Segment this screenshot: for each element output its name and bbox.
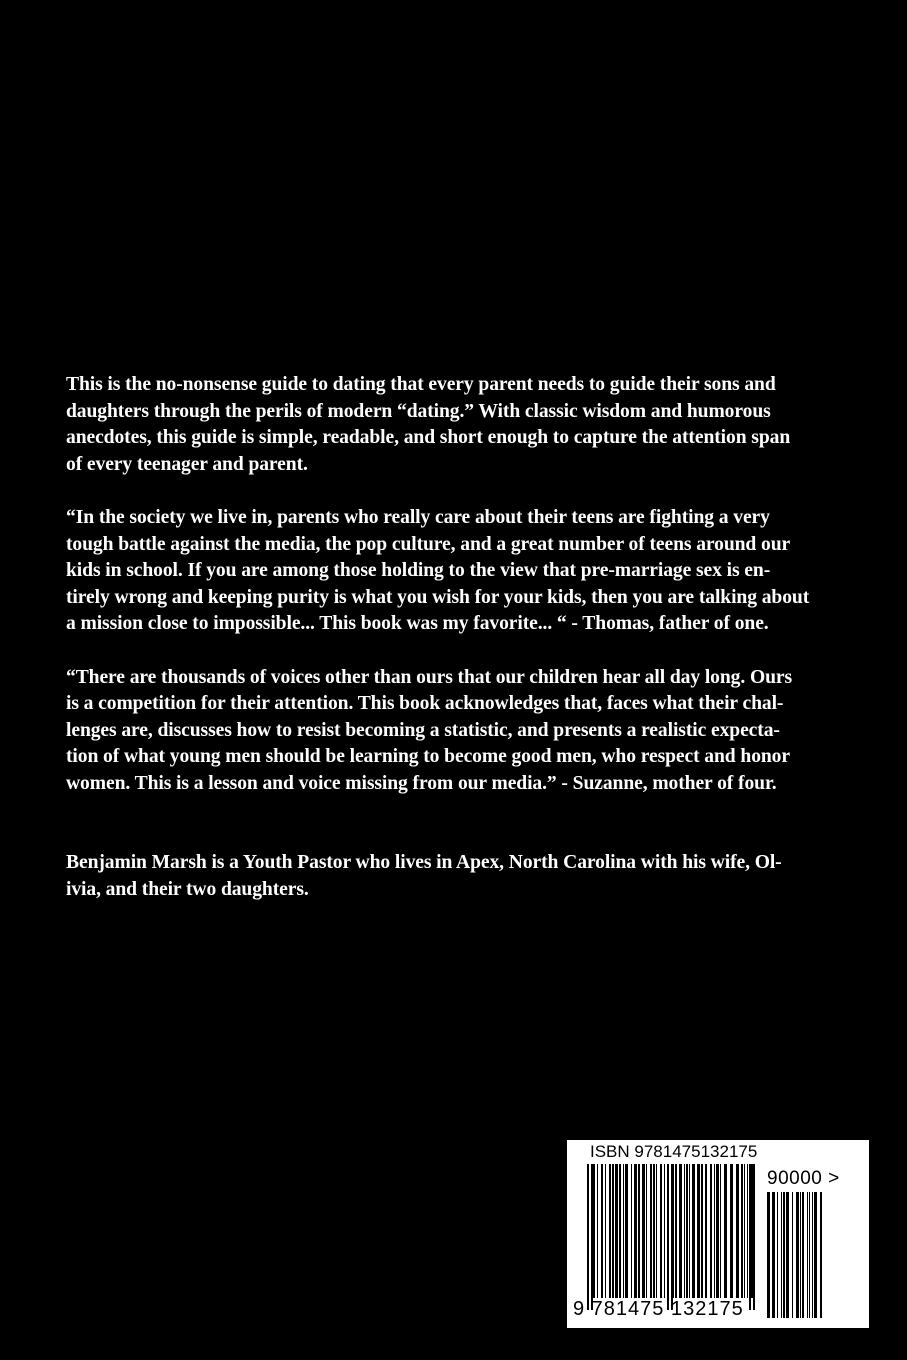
barcode-bar (714, 1164, 715, 1298)
text-line: of every teenager and parent. (66, 453, 308, 475)
text-line: tirely wrong and keeping purity is what you wish for your kids, then you are talking about (66, 586, 810, 608)
barcode-bar (777, 1192, 778, 1318)
barcode-bar (697, 1164, 700, 1298)
author-bio (66, 850, 846, 903)
barcode-bar (664, 1164, 665, 1298)
text-line: daughters through the perils of modern “dating.” With classic wisdom and humorous (66, 400, 771, 422)
barcode-bar (601, 1164, 603, 1298)
barcode-bar (615, 1164, 618, 1298)
barcode-guard-bar (591, 1164, 593, 1310)
barcode-guard-bar (587, 1164, 589, 1310)
text-line: tion of what young men should be learning to become good men, who respect and honor (66, 746, 790, 767)
barcode-bar (689, 1164, 690, 1298)
barcode-bar (807, 1192, 808, 1318)
barcode-bar (705, 1164, 707, 1298)
barcode-bar (684, 1164, 685, 1298)
barcode-bar (736, 1164, 739, 1298)
barcode-bar (653, 1164, 655, 1298)
barcode-bar (730, 1164, 733, 1298)
barcode-bar (623, 1164, 624, 1298)
text-line: anecdotes, this guide is simple, readable, and short enough to capture the attention span (66, 427, 791, 448)
text-line: kids in school. If you are among those holding to the view that pre-marriage sex is en- (66, 560, 771, 581)
text-line: a mission close to impossible... This book was my favorite... “ - Thomas, father of one. (66, 613, 769, 634)
barcode-guard-bar (671, 1164, 673, 1310)
barcode-bar (772, 1192, 775, 1318)
text-line: “In the society we live in, parents who really care about their teens are fighting a very (66, 507, 770, 528)
barcode-bar (814, 1192, 817, 1318)
barcode-bar (634, 1164, 637, 1298)
barcode-bar (638, 1164, 640, 1298)
isbn-barcode (567, 1140, 869, 1328)
text-line: ivia, and their two daughters. (66, 878, 309, 900)
barcode-bar (701, 1164, 703, 1298)
barcode-bar (710, 1164, 712, 1298)
text-line: is a competition for their attention. This book acknowledges that, faces what their chal- (66, 693, 784, 714)
text-line: This is the no-nonsense guide to dating that every parent needs to guide their sons and (66, 374, 776, 395)
isbn-label: ISBN 9781475132175 (590, 1142, 758, 1161)
barcode-bar (686, 1164, 688, 1298)
text-line: lenges are, discusses how to resist becoming a statistic, and presents a realistic expecta- (66, 719, 780, 741)
barcode-bar (679, 1164, 682, 1298)
barcode-bar (675, 1164, 677, 1298)
barcode-bar (660, 1164, 662, 1298)
barcode-bar (720, 1164, 721, 1298)
barcode-bar (716, 1164, 719, 1298)
barcode-bar (802, 1192, 804, 1318)
barcode-bar (625, 1164, 628, 1298)
barcode-bar (650, 1164, 652, 1298)
barcode-bar (593, 1164, 595, 1298)
barcode-bar (642, 1164, 645, 1298)
barcode-bar (786, 1192, 789, 1318)
description-paragraph (66, 372, 846, 478)
barcode-bar (741, 1164, 743, 1298)
barcode-bar (800, 1192, 801, 1318)
barcode-guard-bar (753, 1164, 755, 1310)
text-line: “There are thousands of voices other than ours that our children hear all day long. Ours (66, 666, 793, 688)
barcode-bar (612, 1164, 614, 1298)
barcode-guard-bar (667, 1164, 669, 1310)
barcode-bar (796, 1192, 799, 1318)
barcode-bar (809, 1192, 810, 1318)
barcode-bar (609, 1164, 611, 1298)
barcode-bar (792, 1192, 793, 1318)
barcode-bar (820, 1192, 822, 1318)
barcode-bar (646, 1164, 647, 1298)
testimonial-suzanne (66, 665, 846, 798)
barcode-bar (783, 1192, 785, 1318)
blurb-text-block (66, 372, 846, 903)
barcode-bar (692, 1164, 695, 1298)
barcode-bar (812, 1192, 813, 1318)
barcode-bar (744, 1164, 745, 1298)
text-line: women. This is a lesson and voice missing from our media.” - Suzanne, mother of four. (66, 772, 777, 794)
barcode-bar (619, 1164, 621, 1298)
price-code: 90000 > (767, 1168, 840, 1189)
barcode-bar (767, 1192, 770, 1318)
barcode-bar (781, 1192, 782, 1318)
barcode-bar (724, 1164, 727, 1298)
barcode-bar (605, 1164, 606, 1298)
barcode-bar (597, 1164, 598, 1298)
barcode-bar (747, 1164, 748, 1298)
text-line: Benjamin Marsh is a Youth Pastor who lives in Apex, North Carolina with his wife, Ol- (66, 852, 782, 873)
barcode-guard-bar (749, 1164, 751, 1310)
text-line: tough battle against the media, the pop culture, and a great number of teens around our (66, 533, 791, 555)
ean-digits: 9 781475 132175 (573, 1298, 744, 1320)
barcode-bar (631, 1164, 632, 1298)
testimonial-thomas (66, 505, 846, 638)
barcode-bar (656, 1164, 657, 1298)
